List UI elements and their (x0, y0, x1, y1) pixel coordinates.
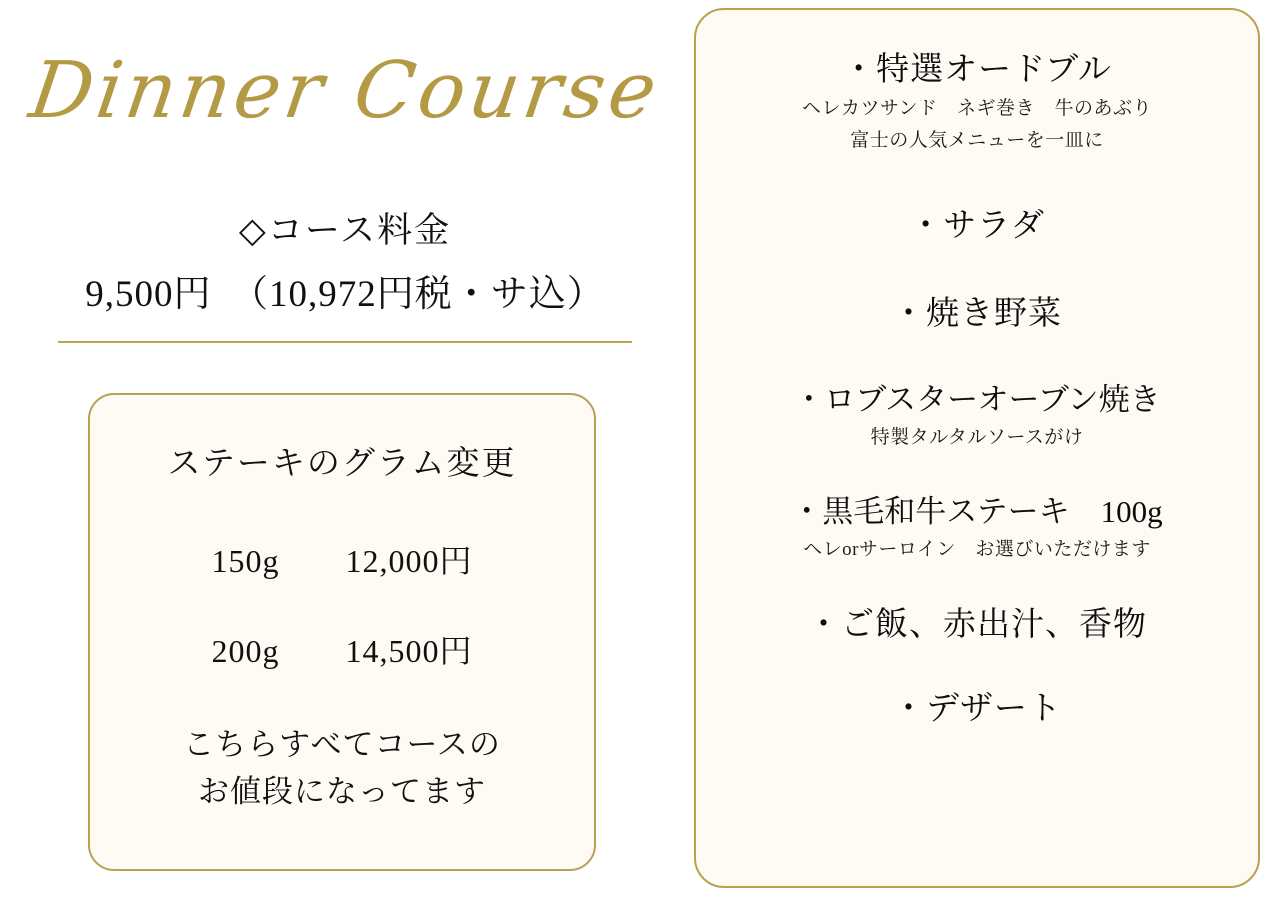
course-item-subtitle: ヘレorサーロイン お選びいただけます (803, 538, 1151, 560)
course-item-subtitle: ヘレカツサンド ネギ巻き 牛のあぶり (801, 98, 1153, 120)
course-item (710, 294, 1244, 335)
gram-box-heading: ステーキのグラム変更 (167, 446, 517, 482)
course-item (710, 381, 1244, 451)
course-item (710, 689, 1244, 730)
course-item-title: ・焼き野菜 (892, 295, 1062, 332)
dinner-course-title: Dinner Course (24, 46, 666, 136)
gold-divider (58, 341, 632, 343)
course-item-title: ・ご飯、赤出汁、香物 (807, 607, 1147, 644)
course-item (710, 206, 1244, 247)
course-price-block (40, 206, 650, 321)
course-item-title: ・黒毛和牛ステーキ 100g (791, 494, 1163, 530)
course-item-title: ・ロブスターオーブン焼き (793, 381, 1161, 417)
gram-option-150g: 150g 12,000円 (211, 543, 473, 579)
gram-option-200g: 200g 14,500円 (211, 633, 473, 669)
course-item (710, 493, 1244, 563)
course-item-title: ・特選オードブル (842, 52, 1112, 88)
course-items-box (694, 8, 1260, 888)
course-item-subtitle: 富士の人気メニューを一皿に (850, 129, 1104, 151)
course-item-title: ・デザート (892, 690, 1062, 727)
course-price-label: ◇コース料金 (238, 211, 452, 250)
course-item-subtitle: 特製タルタルソースがけ (870, 426, 1084, 448)
course-price-value: 9,500円 （10,972円税・サ込） (85, 274, 605, 315)
gram-box-note-line2: お値段になってます (198, 773, 486, 809)
course-item (710, 605, 1244, 646)
gram-box-note-line1: こちらすべてコースの (183, 727, 501, 762)
course-item-title: ・サラダ (909, 208, 1045, 245)
steak-gram-box (88, 393, 596, 871)
course-item (710, 50, 1244, 154)
course-items-list (696, 10, 1258, 886)
gram-box-note (183, 722, 501, 815)
